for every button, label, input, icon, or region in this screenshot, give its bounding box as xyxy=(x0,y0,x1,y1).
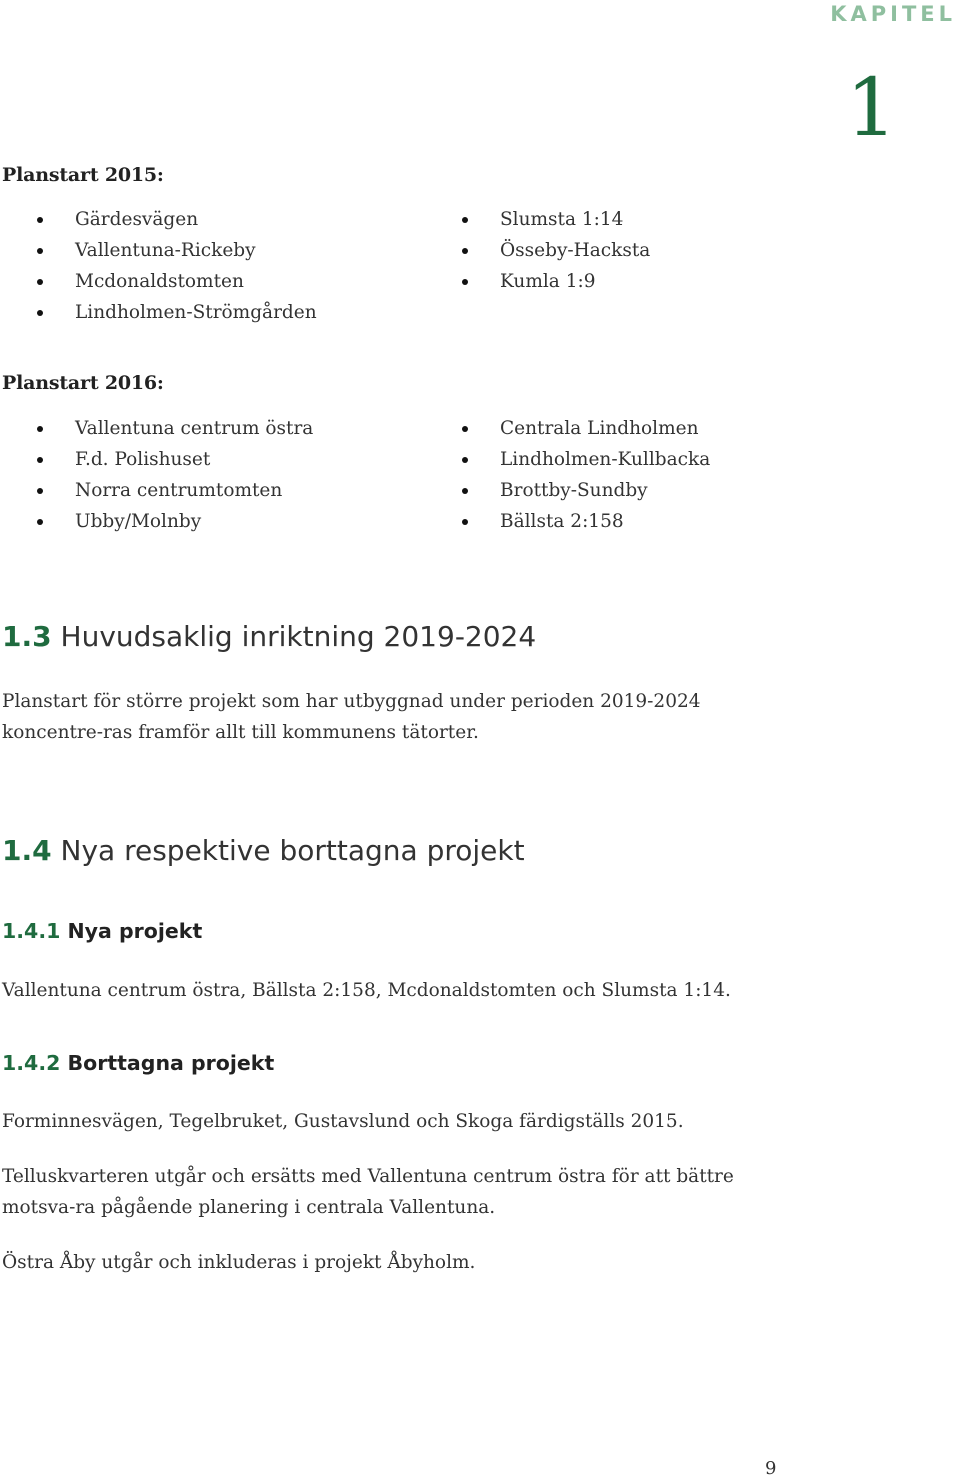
list-item: Mcdonaldstomten xyxy=(37,266,317,297)
list-item: Össeby-Hacksta xyxy=(462,235,650,266)
list-item: Kumla 1:9 xyxy=(462,266,650,297)
bullet-icon xyxy=(462,488,468,494)
list-item: Bällsta 2:158 xyxy=(462,506,710,537)
bullet-icon xyxy=(37,248,43,254)
bullet-icon xyxy=(37,426,43,432)
bullet-icon xyxy=(37,488,43,494)
bullet-icon xyxy=(462,217,468,223)
list-item: Norra centrumtomten xyxy=(37,475,313,506)
list-item: Lindholmen-Kullbacka xyxy=(462,444,710,475)
list-item: Slumsta 1:14 xyxy=(462,204,650,235)
page-number: 9 xyxy=(765,1458,777,1479)
section-number: 1.3 xyxy=(2,620,52,653)
section-title: Huvudsaklig inriktning 2019-2024 xyxy=(60,620,537,653)
bullet-icon xyxy=(37,457,43,463)
list-item: Vallentuna centrum östra xyxy=(37,413,313,444)
bullet-icon xyxy=(37,279,43,285)
plan-2015-heading: Planstart 2015: xyxy=(2,164,164,186)
list-item: Vallentuna-Rickeby xyxy=(37,235,317,266)
list-item: Ubby/Molnby xyxy=(37,506,313,537)
chapter-number: 1 xyxy=(846,61,897,154)
chapter-label: KAPITEL xyxy=(830,2,956,26)
plan-2015-list-right xyxy=(462,204,650,297)
bullet-icon xyxy=(462,457,468,463)
bullet-icon xyxy=(462,426,468,432)
section-1-4-1-paragraph: Vallentuna centrum östra, Bällsta 2:158, Mcdonaldstomten och Slumsta 1:14. xyxy=(2,980,731,1001)
plan-2016-list-left xyxy=(37,413,313,537)
subsection-title: Borttagna projekt xyxy=(67,1051,275,1075)
plan-2015-list-left xyxy=(37,204,317,328)
list-item: Gärdesvägen xyxy=(37,204,317,235)
section-1-4-heading xyxy=(2,834,525,867)
subsection-number: 1.4.2 xyxy=(2,1051,61,1075)
section-1-4-2-paragraph-3: Östra Åby utgår och inkluderas i projekt Åbyholm. xyxy=(2,1252,476,1273)
plan-2016-heading: Planstart 2016: xyxy=(2,372,164,394)
list-item: Brottby-Sundby xyxy=(462,475,710,506)
bullet-icon xyxy=(462,248,468,254)
section-1-4-2-heading xyxy=(2,1051,274,1075)
bullet-icon xyxy=(37,310,43,316)
list-item: F.d. Polishuset xyxy=(37,444,313,475)
section-1-3-paragraph: Planstart för större projekt som har utbyggnad under perioden 2019-2024 koncentre-ras framför allt till kommunens tätorter. xyxy=(2,691,701,743)
bullet-icon xyxy=(462,279,468,285)
section-1-4-2-paragraph-1: Forminnesvägen, Tegelbruket, Gustavslund och Skoga färdigställs 2015. xyxy=(2,1111,684,1132)
list-item: Lindholmen-Strömgården xyxy=(37,297,317,328)
section-number: 1.4 xyxy=(2,834,52,867)
section-1-4-1-heading xyxy=(2,919,202,943)
bullet-icon xyxy=(462,519,468,525)
subsection-number: 1.4.1 xyxy=(2,919,61,943)
list-item: Centrala Lindholmen xyxy=(462,413,710,444)
section-1-4-2-paragraph-2: Telluskvarteren utgår och ersätts med Vallentuna centrum östra för att bättre motsva-ra pågående planering i centrala Vallentuna. xyxy=(2,1166,734,1218)
plan-2016-list-right xyxy=(462,413,710,537)
bullet-icon xyxy=(37,519,43,525)
section-title: Nya respektive borttagna projekt xyxy=(60,834,525,867)
section-1-3-heading xyxy=(2,620,536,653)
subsection-title: Nya projekt xyxy=(67,919,203,943)
bullet-icon xyxy=(37,217,43,223)
